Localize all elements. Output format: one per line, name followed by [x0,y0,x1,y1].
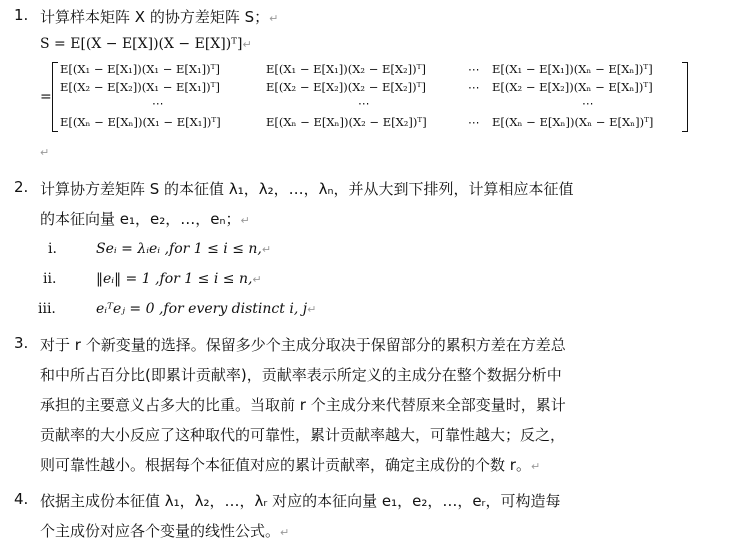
matrix-equals-sign: = [40,89,52,105]
subitem-label: ii. [43,271,57,287]
paragraph-mark: ↵ [40,146,50,159]
item-1-title: 计算样本矩阵 X 的协方差矩阵 S；↵ [40,8,279,26]
matrix-cell: E[(Xₙ − E[Xₙ])(X₁ − E[X₁])ᵀ] [60,115,221,129]
matrix-cell: E[(X₂ − E[X₂])(Xₙ − E[Xₙ])ᵀ] [492,80,653,94]
item-2-line-1: 计算协方差矩阵 S 的本征值 λ₁，λ₂，…，λₙ，并从大到下排列，计算相应本征值 [40,180,574,198]
matrix-cell: ⋯ [468,80,480,94]
item-3-number: 3. [14,334,29,352]
item-1-number: 1. [14,6,29,24]
subitem-label: iii. [38,301,56,317]
matrix-cell: ⋯ [468,115,480,129]
item-3-line: 贡献率的大小反应了这种取代的可靠性，累计贡献率越大，可靠性越大；反之， [40,426,566,444]
matrix-cell: ⋯ [152,96,164,110]
subitem-formula: Seᵢ = λᵢeᵢ ,for 1 ≤ i ≤ n,↵ [96,241,272,257]
matrix-cell: E[(X₁ − E[X₁])(X₁ − E[X₁])ᵀ] [60,62,220,76]
matrix-cell: ⋯ [582,96,594,110]
item-3-line: 和中所占百分比(即累计贡献率)，贡献率表示所定义的主成分在整个数据分析中 [40,366,562,384]
matrix-cell: E[(Xₙ − E[Xₙ])(X₂ − E[X₂])ᵀ] [266,115,427,129]
item-4-number: 4. [14,490,29,508]
covariance-formula: S = E[(X − E[X])(X − E[X])ᵀ]↵ [40,36,252,52]
matrix-cell: E[(X₂ − E[X₂])(X₂ − E[X₂])ᵀ] [266,80,426,94]
subitem-formula: ‖eᵢ‖ = 1 ,for 1 ≤ i ≤ n,↵ [96,271,262,287]
item-2-line-2: 的本征向量 e₁，e₂，…，eₙ；↵ [40,210,250,228]
matrix-cell: ⋯ [358,96,370,110]
matrix-right-bracket [682,62,688,132]
item-3-line: 对于 r 个新变量的选择。保留多少个主成分取决于保留部分的累积方差在方差总 [40,336,566,354]
matrix-cell: E[(X₁ − E[X₁])(Xₙ − E[Xₙ])ᵀ] [492,62,653,76]
item-4-line-1: 依据主成份本征值 λ₁，λ₂，…，λᵣ 对应的本征向量 e₁，e₂，…，eᵣ，可构造每 [40,492,561,510]
subitem-label: i. [48,241,57,257]
matrix-cell: E[(X₂ − E[X₂])(X₁ − E[X₁])ᵀ] [60,80,220,94]
matrix-cell: E[(X₁ − E[X₁])(X₂ − E[X₂])ᵀ] [266,62,426,76]
matrix-cell: E[(Xₙ − E[Xₙ])(Xₙ − E[Xₙ])ᵀ] [492,115,654,129]
item-4-line-2: 个主成份对应各个变量的线性公式。↵ [40,522,290,540]
covariance-matrix [52,60,692,134]
item-3-line: 承担的主要意义占多大的比重。当取前 r 个主成分来代替原来全部变量时，累计 [40,396,566,414]
item-3-line: 则可靠性越小。根据每个本征值对应的累计贡献率，确定主成份的个数 r。↵ [40,456,541,474]
subitem-formula: eᵢᵀeⱼ = 0 ,for every distinct i, j↵ [96,301,317,317]
matrix-cell: ⋯ [468,62,480,76]
matrix-left-bracket [52,62,58,132]
item-2-number: 2. [14,178,29,196]
